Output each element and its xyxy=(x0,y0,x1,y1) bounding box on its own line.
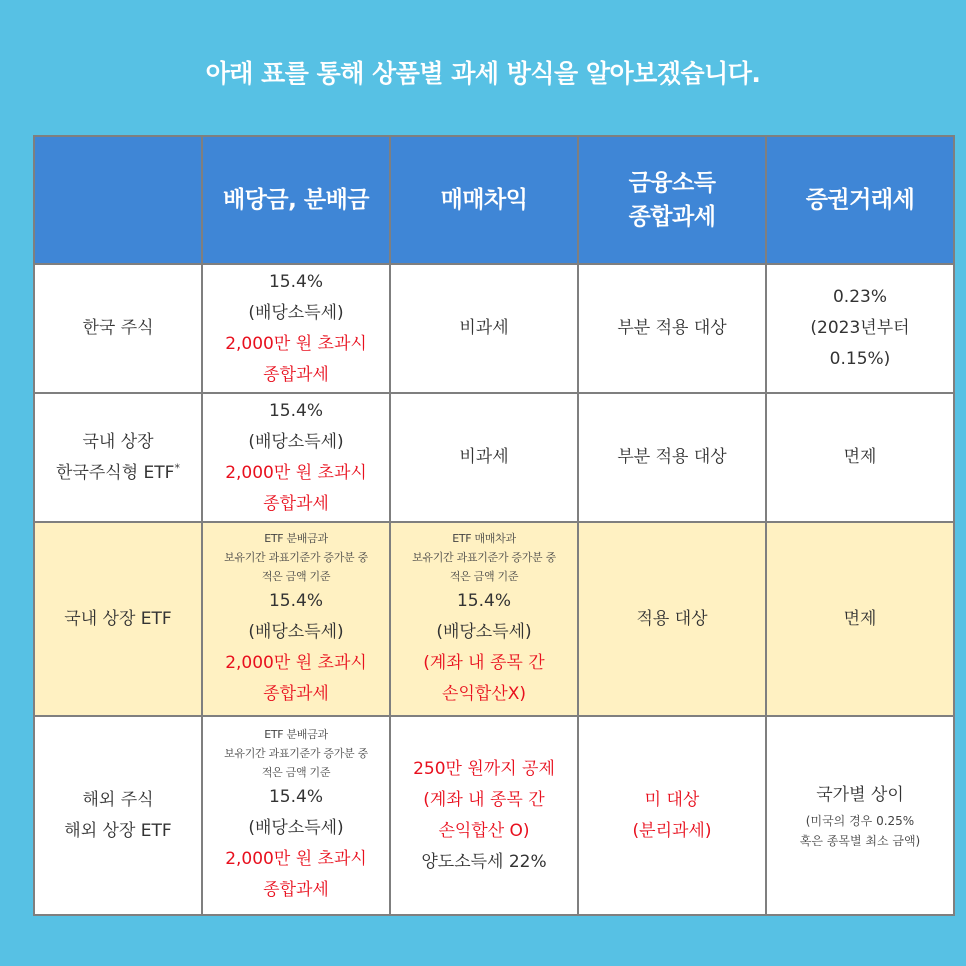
transaction-text: 0.23% xyxy=(832,287,887,307)
note-text: ETF 매매차과 xyxy=(452,531,516,545)
rate-text: 15.4% xyxy=(456,590,511,611)
threshold-text: 2,000만 원 초과시 xyxy=(225,849,367,869)
transaction-text: (2023년부터 xyxy=(810,318,910,338)
table-header-row xyxy=(34,136,954,264)
row-label-line: 국내 상장 xyxy=(82,431,154,452)
tax-type-text: (배당소득세) xyxy=(248,302,344,323)
comprehensive-cell xyxy=(578,716,766,915)
netting-text: 손익합산 O) xyxy=(438,820,530,841)
comprehensive-cell: 부분 적용 대상 xyxy=(578,264,766,393)
comprehensive-text: 미 대상 xyxy=(644,789,700,810)
table-row-highlighted xyxy=(34,522,954,716)
comprehensive-text: (분리과세) xyxy=(632,820,712,841)
tax-type-text: (배당소득세) xyxy=(248,431,344,452)
transaction-note: (미국의 경우 0.25% xyxy=(805,814,915,828)
threshold-text: 종합과세 xyxy=(263,493,329,514)
row-label: 한국 주식 xyxy=(34,264,202,393)
row-label-line: 해외 상장 ETF xyxy=(64,820,172,841)
tax-type-text: (배당소득세) xyxy=(248,621,344,642)
header-empty xyxy=(34,136,202,264)
capital-gain-cell xyxy=(390,716,578,915)
deduction-text: 250만 원까지 공제 xyxy=(413,758,555,779)
transaction-text: 국가별 상이 xyxy=(816,785,904,805)
header-comprehensive-line1: 금융소득 xyxy=(628,170,716,196)
rate-text: 15.4% xyxy=(268,271,323,292)
row-label xyxy=(34,716,202,915)
transaction-text: 0.15%) xyxy=(829,349,891,369)
header-transaction-tax: 증권거래세 xyxy=(766,136,954,264)
page-title: 아래 표를 통해 상품별 과세 방식을 알아보겠습니다. xyxy=(205,59,761,88)
netting-text: (계좌 내 종목 간 xyxy=(423,652,545,673)
rate-text: 15.4% xyxy=(268,400,323,421)
dividend-cell xyxy=(202,264,390,393)
note-text: 보유기간 과표기준가 증가분 중 xyxy=(224,550,368,564)
row-label-line: 해외 주식 xyxy=(82,789,154,810)
dividend-cell xyxy=(202,716,390,915)
rate-text: 15.4% xyxy=(268,787,323,807)
note-text: 적은 금액 기준 xyxy=(449,569,519,583)
threshold-text: 2,000만 원 초과시 xyxy=(225,462,367,483)
header-dividend: 배당금, 분배금 xyxy=(202,136,390,264)
transaction-cell: 면제 xyxy=(766,393,954,522)
threshold-text: 종합과세 xyxy=(263,364,329,385)
header-comprehensive-line2: 종합과세 xyxy=(628,204,716,230)
dividend-cell xyxy=(202,522,390,716)
row-label: 국내 상장 ETF xyxy=(34,522,202,716)
header-comprehensive-tax xyxy=(578,136,766,264)
note-text: 적은 금액 기준 xyxy=(261,569,331,583)
table-row xyxy=(34,716,954,915)
capital-gain-cell: 비과세 xyxy=(390,264,578,393)
capital-gain-cell xyxy=(390,522,578,716)
row-label-line: 한국주식형 ETF xyxy=(56,462,175,483)
tax-type-text: (배당소득세) xyxy=(248,818,344,838)
netting-text: 손익합산X) xyxy=(442,683,526,704)
transaction-cell xyxy=(766,716,954,915)
note-text: 보유기간 과표기준가 증가분 중 xyxy=(412,550,556,564)
footnote-mark: * xyxy=(174,460,180,474)
table-row xyxy=(34,264,954,393)
note-text: 적은 금액 기준 xyxy=(261,766,331,779)
dividend-cell xyxy=(202,393,390,522)
transaction-cell: 면제 xyxy=(766,522,954,716)
row-label xyxy=(34,393,202,522)
capital-gain-cell: 비과세 xyxy=(390,393,578,522)
threshold-text: 2,000만 원 초과시 xyxy=(225,333,367,354)
netting-text: (계좌 내 종목 간 xyxy=(423,789,545,810)
transaction-note: 혹은 종목별 최소 금액) xyxy=(799,834,921,848)
note-text: ETF 분배금과 xyxy=(264,531,328,545)
threshold-text: 종합과세 xyxy=(263,880,329,900)
tax-type-text: (배당소득세) xyxy=(436,621,532,642)
note-text: ETF 분배금과 xyxy=(264,728,328,741)
note-text: 보유기간 과표기준가 증가분 중 xyxy=(224,747,368,760)
tax-comparison-table xyxy=(33,135,955,916)
tax-type-text: 양도소득세 22% xyxy=(421,851,547,872)
threshold-text: 종합과세 xyxy=(263,683,329,704)
rate-text: 15.4% xyxy=(268,590,323,611)
table-row xyxy=(34,393,954,522)
threshold-text: 2,000만 원 초과시 xyxy=(225,652,367,673)
header-capital-gain: 매매차익 xyxy=(390,136,578,264)
comprehensive-cell: 부분 적용 대상 xyxy=(578,393,766,522)
transaction-cell xyxy=(766,264,954,393)
comprehensive-cell: 적용 대상 xyxy=(578,522,766,716)
